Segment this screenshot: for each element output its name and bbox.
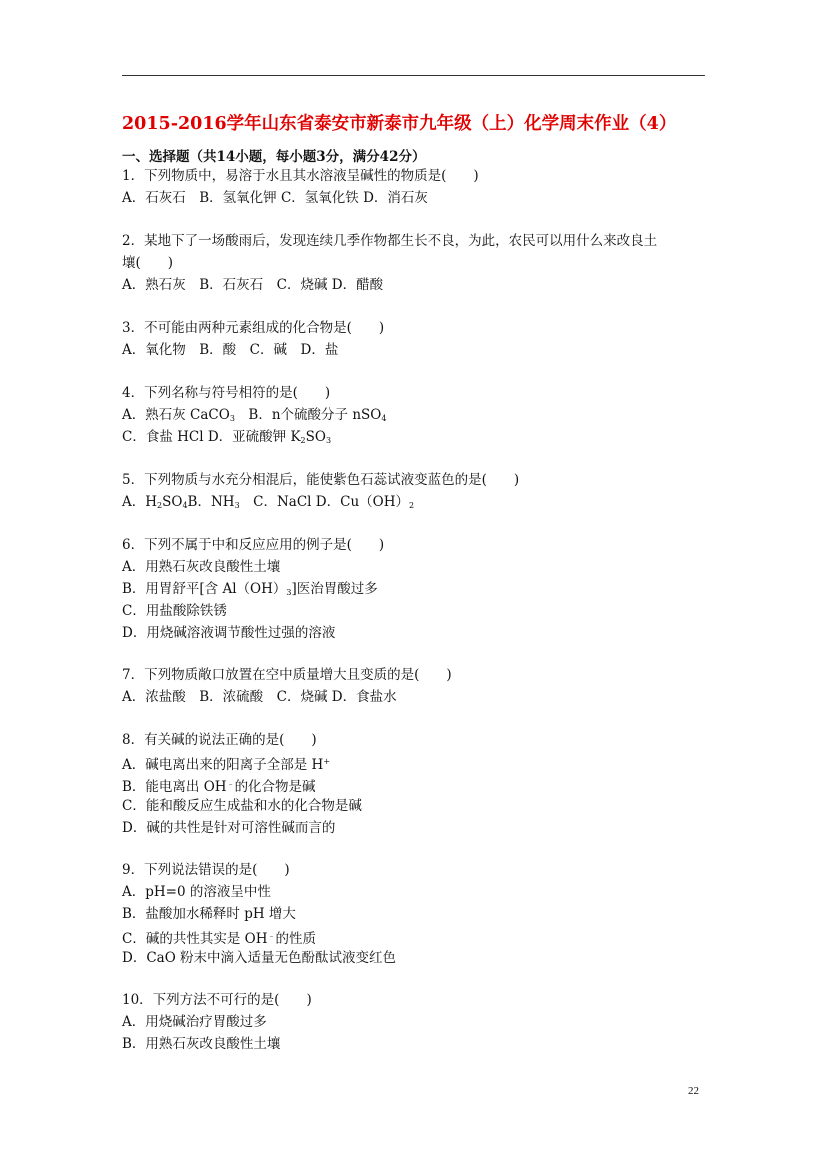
subscript: 3 bbox=[325, 436, 332, 445]
option-text: A．碱电离出来的阳离子全部是 H bbox=[122, 757, 324, 773]
question-9-option-a: A．pH=0 的溶液呈中性 bbox=[122, 884, 271, 900]
option-text: 的化合物是碱 bbox=[234, 779, 316, 795]
question-3-stem: 3．不可能由两种元素组成的化合物是( ) bbox=[122, 320, 385, 336]
question-3-options: A．氧化物 B．酸 C．碱 D．盐 bbox=[122, 342, 339, 358]
question-8-stem: 8．有关碱的说法正确的是( ) bbox=[122, 732, 317, 748]
question-2-stem-cont: 壤( ) bbox=[122, 255, 174, 271]
superscript: ﹣ bbox=[267, 931, 276, 940]
question-10-stem: 10．下列方法不可行的是( ) bbox=[122, 992, 312, 1008]
formula-part: C．NaCl D．Cu（OH） bbox=[239, 494, 409, 510]
option-text: C．碱的共性其实是 OH bbox=[122, 931, 268, 947]
question-10-option-a: A．用烧碱治疗胃酸过多 bbox=[122, 1014, 267, 1030]
question-6-option-d: D．用烧碱溶液调节酸性过强的溶液 bbox=[122, 625, 336, 641]
superscript: ﹣ bbox=[226, 779, 235, 788]
question-8-option-d: D．碱的共性是针对可溶性碱而言的 bbox=[122, 820, 336, 836]
formula-part: SO bbox=[162, 494, 183, 510]
subscript: 2 bbox=[408, 501, 415, 510]
question-2-stem: 2．某地下了一场酸雨后，发现连续几季作物都生长不良，为此，农民可以用什么来改良土 bbox=[122, 233, 658, 249]
question-5-stem: 5．下列物质与水充分相混后，能使紫色石蕊试液变蓝色的是( ) bbox=[122, 472, 520, 488]
question-7-stem: 7．下列物质敞口放置在空中质量增大且变质的是( ) bbox=[122, 667, 452, 683]
question-4-stem: 4．下列名称与符号相符的是( ) bbox=[122, 385, 331, 401]
option-text: 的性质 bbox=[275, 931, 316, 947]
question-10-option-b: B．用熟石灰改良酸性土壤 bbox=[122, 1036, 281, 1052]
question-4-option-a: A．熟石灰 CaCO bbox=[122, 407, 230, 423]
question-8-option-a bbox=[122, 753, 330, 774]
question-8-option-c: C．能和酸反应生成盐和水的化合物是碱 bbox=[122, 798, 362, 814]
question-9-option-c bbox=[122, 927, 316, 948]
option-text: B．能电离出 OH bbox=[122, 779, 227, 795]
question-1-stem: 1．下列物质中，易溶于水且其水溶液呈碱性的物质是( ) bbox=[122, 168, 479, 184]
subscript: 4 bbox=[182, 501, 188, 510]
subscript: 3 bbox=[286, 588, 292, 597]
document-title: 2015-2016学年山东省泰安市新泰市九年级（上）化学周末作业（4） bbox=[122, 114, 677, 134]
question-8-option-b bbox=[122, 775, 316, 796]
question-5-options bbox=[122, 493, 414, 515]
question-9-stem: 9．下列说法错误的是( ) bbox=[122, 862, 290, 878]
question-4-option-c-d: C．食盐 HCl D．亚硫酸钾 K bbox=[122, 429, 301, 445]
subscript: 4 bbox=[381, 414, 387, 423]
page-number: 22 bbox=[688, 1085, 699, 1097]
header-rule bbox=[122, 75, 705, 76]
subscript: 3 bbox=[229, 414, 235, 423]
question-9-option-d: D．CaO 粉末中滴入适量无色酚酞试液变红色 bbox=[122, 950, 397, 966]
question-6-option-a: A．用熟石灰改良酸性土壤 bbox=[122, 559, 281, 575]
section-heading: 一、选择题（共14小题，每小题3分，满分42分） bbox=[122, 149, 426, 165]
subscript: 2 bbox=[157, 501, 163, 510]
question-2-options: A．熟石灰 B．石灰石 C．烧碱 D．醋酸 bbox=[122, 277, 384, 293]
subscript: 2 bbox=[300, 436, 306, 445]
question-6-stem: 6．下列不属于中和反应应用的例子是( ) bbox=[122, 537, 385, 553]
subscript: 3 bbox=[234, 501, 240, 510]
question-4-options-cd bbox=[122, 428, 331, 450]
superscript: + bbox=[323, 757, 331, 766]
question-4-options-ab bbox=[122, 406, 386, 428]
question-4-option-d-formula: SO bbox=[305, 429, 326, 445]
question-4-option-b: B．n个硫酸分子 nSO bbox=[234, 407, 382, 423]
question-6-option-b bbox=[122, 580, 378, 602]
formula-part: B．NH bbox=[187, 494, 235, 510]
question-1-options: A．石灰石 B．氢氧化钾 C．氢氧化铁 D．消石灰 bbox=[122, 190, 428, 206]
question-6-option-c: C．用盐酸除铁锈 bbox=[122, 603, 227, 619]
option-text: B．用胃舒平[含 Al（OH） bbox=[122, 581, 287, 597]
option-text: ]医治胃酸过多 bbox=[291, 581, 378, 597]
formula-part: A．H bbox=[122, 494, 158, 510]
question-7-options: A．浓盐酸 B．浓硫酸 C．烧碱 D．食盐水 bbox=[122, 689, 397, 705]
question-9-option-b: B．盐酸加水稀释时 pH 增大 bbox=[122, 906, 296, 922]
